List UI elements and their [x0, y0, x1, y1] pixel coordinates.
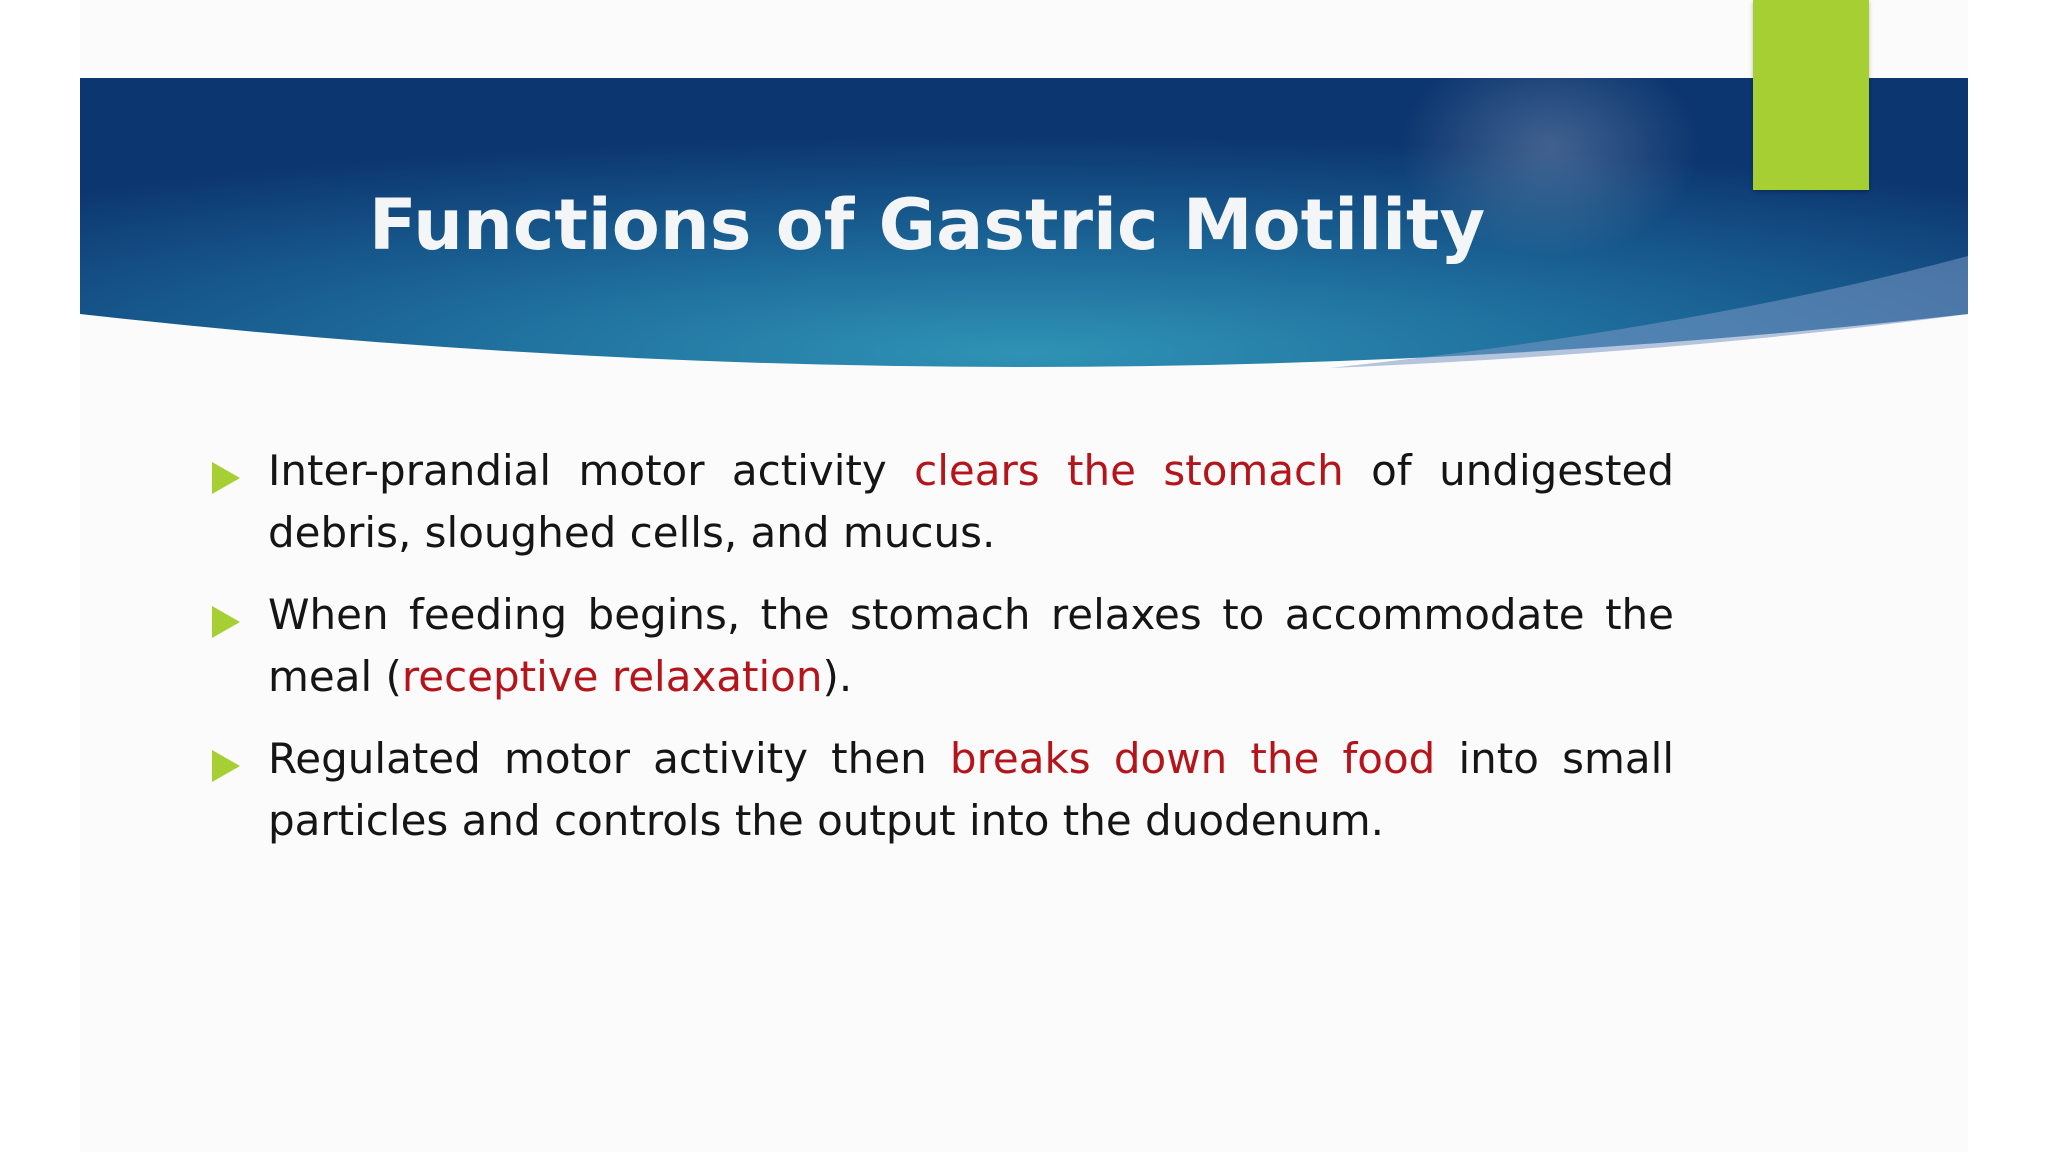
bullet-text-after: of undigested debris, sloughed cells, and mucus. [268, 446, 1674, 557]
bullet-text-before: Regulated motor activity then [268, 734, 950, 783]
bullet-highlight: breaks down the food [949, 734, 1436, 783]
bullet-text-after: into small particles and controls the output into the duodenum. [268, 734, 1675, 845]
bullet-text-before: When feeding begins, the stomach relaxes to accommodate the meal ( [268, 590, 1674, 701]
bullet-text [268, 728, 1674, 852]
bullet-list [268, 440, 1674, 872]
slide-title: Functions of Gastric Motility [368, 184, 1486, 266]
bullet-item [268, 584, 1674, 708]
bullet-item [268, 728, 1674, 852]
green-accent-tab [1753, 0, 1869, 190]
bullet-item [268, 440, 1674, 564]
bullet-highlight: receptive relaxation [401, 652, 823, 701]
triangle-bullet-icon [212, 606, 240, 638]
bullet-text [268, 440, 1674, 564]
bullet-text [268, 584, 1674, 708]
bullet-text-after: ). [822, 652, 853, 701]
triangle-bullet-icon [212, 462, 240, 494]
bullet-text-before: Inter-prandial motor activity [268, 446, 915, 495]
triangle-bullet-icon [212, 750, 240, 782]
bullet-highlight: clears the stomach [914, 446, 1344, 495]
